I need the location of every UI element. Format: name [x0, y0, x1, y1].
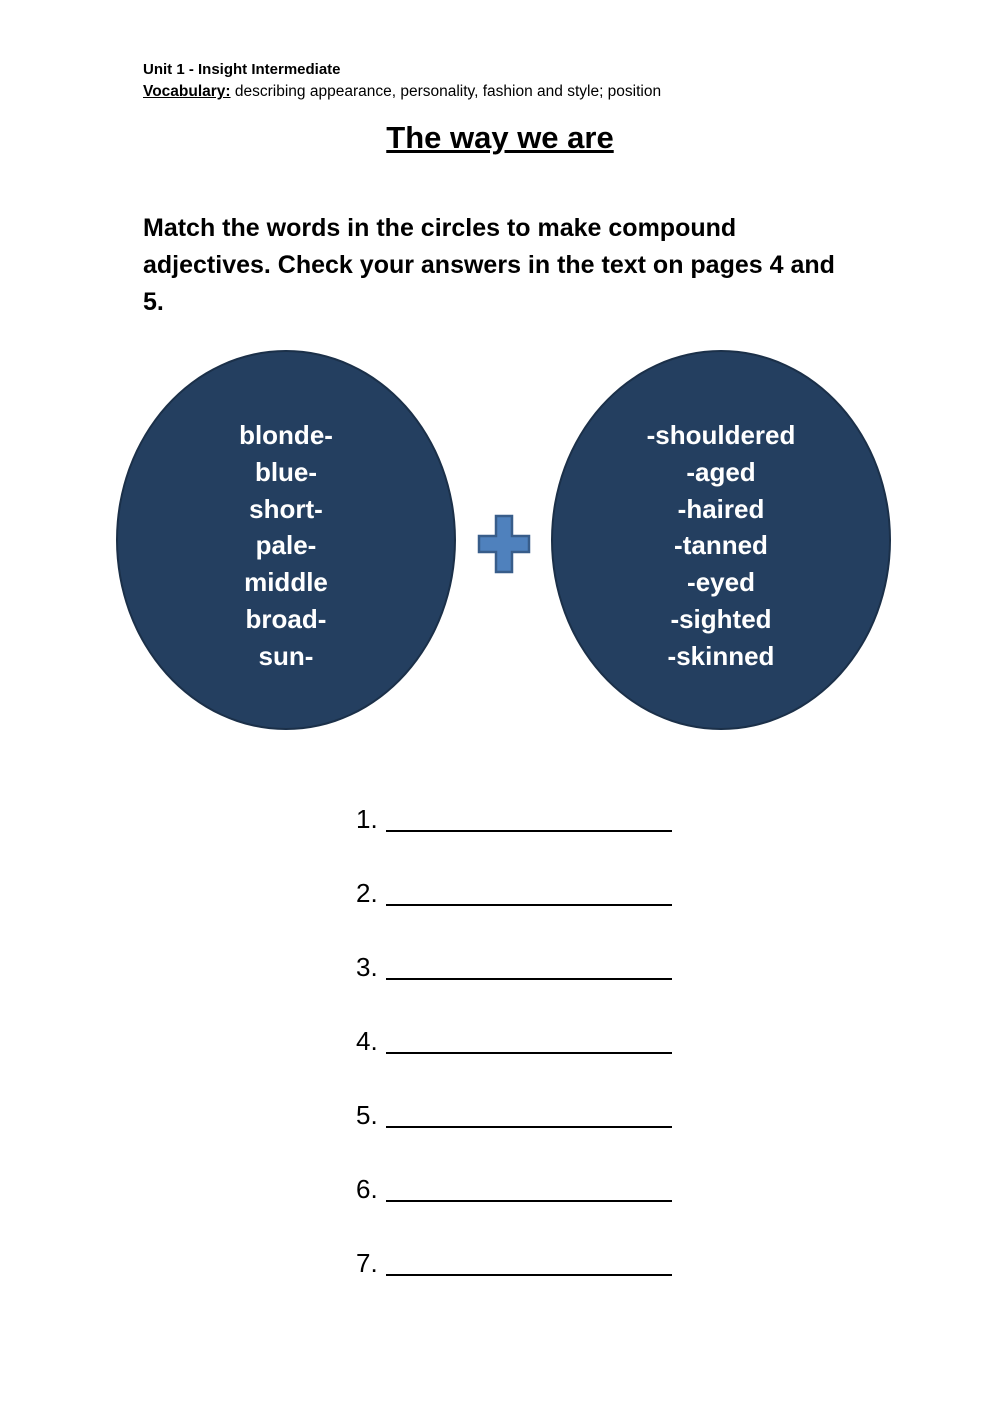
word-item: -eyed [687, 567, 755, 598]
word-item: -aged [686, 456, 756, 487]
answer-list [356, 800, 672, 1318]
answer-row [356, 948, 672, 1022]
answer-number: 3. [356, 952, 378, 982]
answer-blank[interactable] [386, 1096, 672, 1128]
answer-row [356, 1022, 672, 1096]
word-item: blue- [254, 456, 318, 487]
answer-number: 7. [356, 1248, 378, 1278]
answer-number: 6. [356, 1174, 378, 1204]
word-item: -haired [677, 493, 765, 524]
right-word-list [553, 417, 889, 675]
word-item: -shouldered [646, 420, 796, 450]
answer-number: 2. [356, 878, 378, 908]
word-item: short- [249, 493, 323, 524]
answer-blank[interactable] [386, 1244, 672, 1276]
answer-number: 4. [356, 1026, 378, 1056]
left-circle [116, 350, 456, 730]
word-item: -sighted [670, 603, 772, 634]
plus-icon [477, 514, 531, 574]
word-item: -tanned [674, 530, 768, 561]
word-item: -skinned [667, 640, 775, 671]
answer-row [356, 800, 672, 874]
answer-blank[interactable] [386, 948, 672, 980]
page-title: The way we are [386, 120, 614, 155]
answer-blank[interactable] [386, 1170, 672, 1202]
answer-number: 5. [356, 1100, 378, 1130]
word-item: middle [244, 567, 328, 598]
left-word-list [118, 417, 454, 675]
answer-row [356, 874, 672, 948]
unit-line: Unit 1 - Insight Intermediate [143, 61, 341, 78]
answer-row [356, 1170, 672, 1244]
vocabulary-label: Vocabulary: [143, 83, 231, 100]
answer-row [356, 1244, 672, 1318]
word-item: pale- [255, 530, 317, 561]
right-circle [551, 350, 891, 730]
vocabulary-line [143, 83, 661, 101]
vocabulary-text: describing appearance, personality, fashion and style; position [230, 83, 662, 100]
answer-number: 1. [356, 804, 378, 834]
answer-blank[interactable] [386, 1022, 672, 1054]
word-item: broad- [245, 603, 327, 634]
word-item: blonde- [239, 420, 333, 450]
answer-row [356, 1096, 672, 1170]
answer-blank[interactable] [386, 800, 672, 832]
answer-blank[interactable] [386, 874, 672, 906]
word-item: sun- [258, 640, 314, 671]
instructions: Match the words in the circles to make compound adjectives. Check your answers in the text on pages 4 and 5. [143, 214, 835, 316]
